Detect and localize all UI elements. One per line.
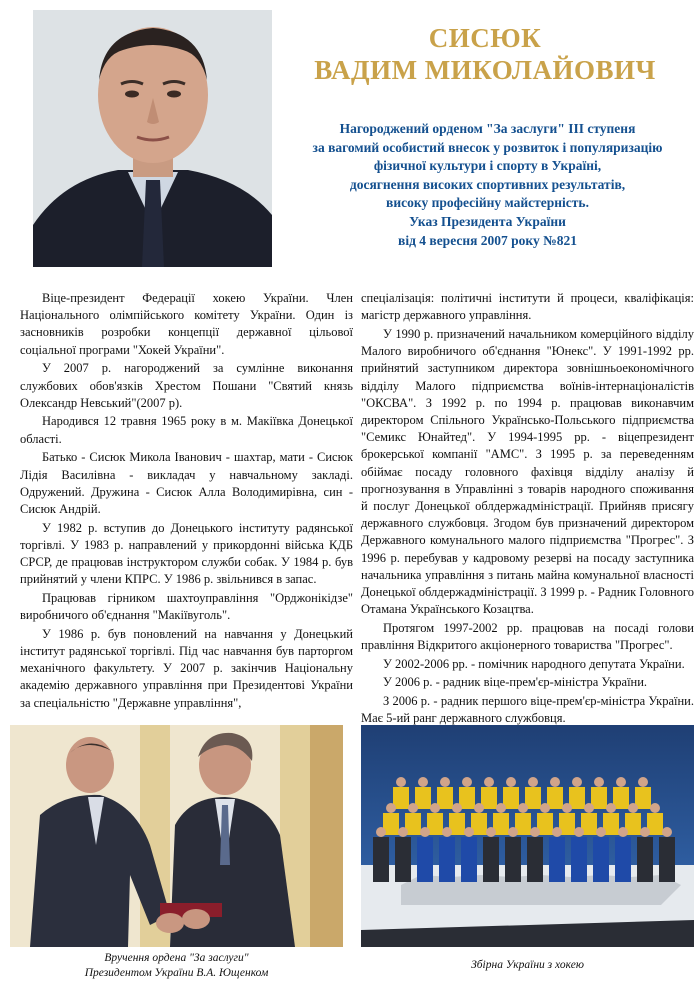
- biography-paragraph: Працював гірником шахтоуправління "Орджонікідзе" виробничого об'єднання "Макіївуголь".: [20, 590, 353, 623]
- biography-paragraph: Віце-президент Федерації хокею України. Член Національного олімпійського комітету України. Один із засновників розробки концепції державної цільової соціальної програми "Хокей України".: [20, 291, 353, 357]
- award-statement: [290, 120, 685, 250]
- award-line: Нагороджений орденом "За заслуги" III ступеня: [339, 121, 636, 136]
- award-ceremony-photo: [10, 725, 343, 947]
- award-caption-line-1: Вручення ордена "За заслуги": [104, 952, 249, 964]
- name-line-2: ВАДИМ МИКОЛАЙОВИЧ: [314, 55, 656, 85]
- biography-paragraph: У 2007 р. нагороджений за сумлінне виконання службових обов'язків Хрестом Пошани "Святий князь Олександр Невський"(2007 р).: [20, 361, 353, 410]
- name-line-1: СИСЮК: [428, 23, 542, 53]
- biography-paragraph: У 2002-2006 рр. - помічник народного депутата України.: [383, 656, 685, 671]
- biography-paragraph: У 1990 р. призначений начальником комерційного відділу Малого виробничого об'єднання "Юнекс". У 1991-1992 рр. прийнятий заступником директора зовнішньоекономічного відділу Малого підприємства воїнів-інтернаціоналістів "ОКСВА". З 1992 р. по 1994 р. працював виконавчим директором Спільного Українсько-Польського підприємства "Семикс Юнайтед". У 1994-1995 рр. - віцепрезидент брокерської компанії "АМС". З 1995 р. за переведенням обіймає посаду головного фахівця відділу аналізу й прогнозування в Управлінні з товарів народного споживання й послуг Донецької облдержадміністрації. Прийняв присягу державного службовця. Згодом був призначений директором Державного комунального малого підприємства "Прогрес". З 1996 р. перебував у кадровому резерві на посаду заступника начальника управління з питань майна комунальної власності Донецької облдержадміністрації. З 1999 р. - Радник Головного Отамана Українського Козацтва.: [361, 326, 694, 617]
- biography-paragraph: Протягом 1997-2002 рр. працював на посаді голови правління Відкритого акціонерного товариства "Прогрес".: [361, 620, 694, 653]
- biography-paragraph: Батько - Сисюк Микола Іванович - шахтар, мати - Сисюк Лідія Василівна - викладач у навчальному закладі. Одружений. Дружина - Сисюк Алла Володимирівна, син - Сисюк Андрій.: [20, 450, 353, 516]
- award-line: досягнення високих спортивних результатів,: [349, 176, 626, 192]
- award-line: Указ Президента України: [409, 213, 566, 229]
- biography-paragraph-continued: спеціалізація: політичні інститути й процеси, кваліфікація: магістр державного управління.: [361, 291, 694, 323]
- biography-paragraph: З 2006 р. - радник першого віце-прем'єр-міністра України. Має 5-ий ранг державного службовця.: [361, 694, 694, 726]
- person-name: [300, 22, 670, 86]
- biography-paragraph: У 1982 р. вступив до Донецького інституту радянської торгівлі. У 1983 р. направлений у прикордонні війська КДБ СРСР, де працював інструктором служби собак. У 1984 р. був прийнятий у члени КПРС. У 1986 р. звільнився в запас.: [20, 520, 353, 587]
- biography-paragraph: У 1986 р. був поновлений на навчання у Донецький інститут радянської торгівлі. Під час навчання був парторгом механічного факультету. У 2007 р. закінчив Національну академію державного управління при Президентові України за спеціальністю "Державне управління",: [20, 626, 353, 710]
- award-line: високу професійну майстерність.: [386, 195, 589, 211]
- award-photo-caption: [10, 951, 343, 980]
- biography-right-column: [361, 290, 694, 729]
- biography-paragraph: У 2006 р. - радник віце-прем'єр-міністра України.: [383, 675, 648, 690]
- award-line: за вагомий особистий внесок у розвиток і популяризацію: [312, 139, 663, 155]
- award-line: від 4 вересня 2007 року №821: [398, 232, 577, 248]
- hockey-team-photo: [361, 725, 694, 947]
- portrait-photo: [33, 10, 272, 267]
- team-photo-caption: Збірна України з хокею: [471, 959, 584, 971]
- biography-left-column: [20, 290, 353, 713]
- biography-paragraph: Народився 12 травня 1965 року в м. Макіївка Донецької області.: [20, 414, 353, 446]
- award-caption-line-2: Президентом України В.А. Ющенком: [84, 966, 269, 979]
- award-line: фізичної культури і спорту в Україні,: [373, 158, 602, 174]
